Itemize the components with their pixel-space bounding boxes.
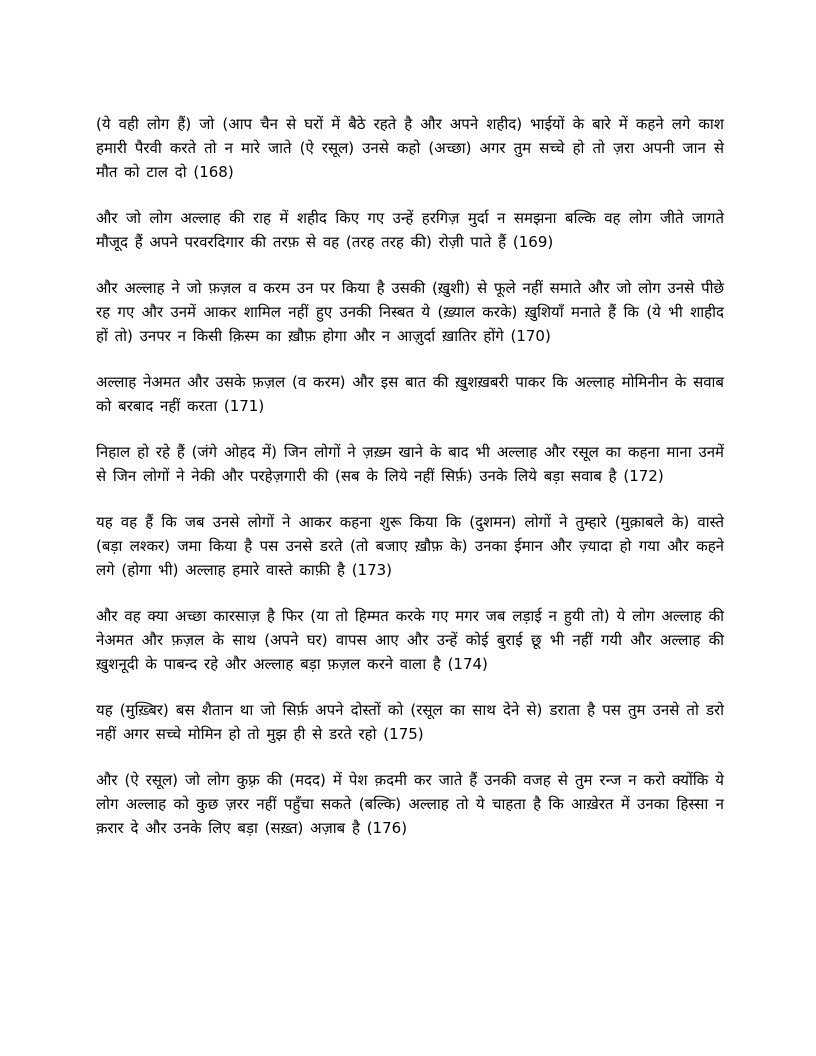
- verse-171: अल्लाह नेअमत और उसके फ़ज़ल (व करम) और इस बात की ख़ुशख़बरी पाकर कि अल्लाह मोमिनीन के सवाब को बरबाद नहीं करता (171): [96, 373, 724, 415]
- verse-173: यह वह हैं कि जब उनसे लोगों ने आकर कहना शुरू किया कि (दुशमन) लोगों ने तुम्हारे (मुक़ाबले के) वास्ते (बड़ा लश्कर) जमा किया है पस उनसे डरते (तो बजाए ख़ौफ़ के) उनका ईमान और ज़्यादा हो गया और कहने लगे (होगा भी) अल्लाह हमारे वास्ते काफ़ी है (173): [96, 513, 724, 579]
- document-body: [96, 112, 724, 862]
- verse-169: और जो लोग अल्लाह की राह में शहीद किए गए उन्हें हरगिज़ मुर्दा न समझना बल्कि वह लोग जीते जागते मौजूद हैं अपने परवरदिगार की तरफ़ से वह (तरह तरह की) रोज़ी पाते हैं (169): [96, 209, 724, 251]
- verse-175: यह (मुख़्बिर) बस शैतान था जो सिर्फ़ अपने दोस्तों को (रसूल का साथ देने से) डराता है पस तुम उनसे तो डरो नहीं अगर सच्चे मोमिन हो तो मुझ ही से डरते रहो (175): [96, 701, 724, 743]
- verse-168: (ये वही लोग हैं) जो (आप चैन से घरों में बैठे रहते है और अपने शहीद) भाईयों के बारे में कहने लगे काश हमारी पैरवी करते तो न मारे जाते (ऐ रसूल) उनसे कहो (अच्छा) अगर तुम सच्चे हो तो ज़रा अपनी जान से मौत को टाल दो (168): [96, 115, 724, 181]
- verse-174: और वह क्या अच्छा कारसाज़ है फिर (या तो हिम्मत करके गए मगर जब लड़ाई न हुयी तो) ये लोग अल्लाह की नेअमत और फ़ज़ल के साथ (अपने घर) वापस आए और उन्हें कोई बुराई छू भी नहीं गयी और अल्लाह की ख़ुशनूदी के पाबन्द रहे और अल्लाह बड़ा फ़ज़ल करने वाला है (174): [96, 607, 724, 673]
- verse-170: और अल्लाह ने जो फ़ज़ल व करम उन पर किया है उसकी (ख़ुशी) से फूले नहीं समाते और जो लोग उनसे पीछे रह गए और उनमें आकर शामिल नहीं हुए उनकी निस्बत ये (ख़्याल करके) ख़ुशियाँ मनाते हैं कि (ये भी शाहीद हों तो) उनपर न किसी क़िस्म का ख़ौफ़ होगा और न आज़ुर्दा ख़ातिर होंगे (170): [96, 279, 724, 345]
- verse-176: और (ऐ रसूल) जो लोग कुफ़्र की (मदद) में पेश क़दमी कर जाते हैं उनकी वजह से तुम रन्ज न करो क्योंकि ये लोग अल्लाह को कुछ ज़रर नहीं पहुँचा सकते (बल्कि) अल्लाह तो ये चाहता है कि आख़ेरत में उनका हिस्सा न क़रार दे और उनके लिए बड़ा (सख़्त) अज़ाब है (176): [96, 771, 724, 837]
- verse-172: निहाल हो रहे हैं (जंगे ओहद में) जिन लोगों ने ज़ख़्म खाने के बाद भी अल्लाह और रसूल का कहना माना उनमें से जिन लोगों ने नेकी और परहेज़गारी की (सब के लिये नहीं सिर्फ़) उनके लिये बड़ा सवाब है (172): [96, 443, 724, 485]
